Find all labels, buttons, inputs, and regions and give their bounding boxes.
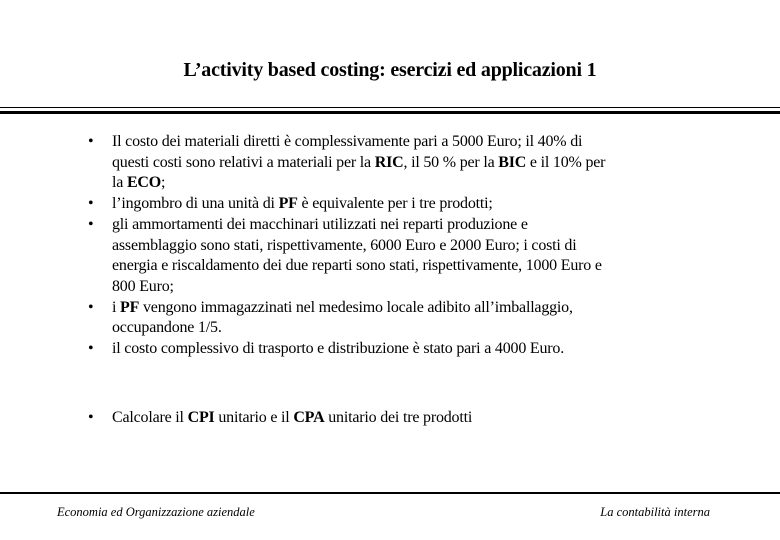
bullet-item <box>88 194 753 215</box>
bullet-text: i PF vengono immagazzinati nel medesimo locale adibito all’imballaggio, occupandone 1/5. <box>112 298 573 337</box>
bullet-icon: • <box>88 408 94 426</box>
title-rule-thick <box>0 111 780 114</box>
bullet-item <box>88 132 753 194</box>
bullet-icon: • <box>88 298 94 316</box>
bullet-list <box>88 132 753 428</box>
title-rule-thin <box>0 107 780 108</box>
bullet-icon: • <box>88 195 94 213</box>
bullet-item <box>88 298 753 339</box>
footer-section-name: La contabilità interna <box>600 505 710 519</box>
page-title: L’activity based costing: esercizi ed applicazioni 1 <box>183 59 597 81</box>
footer-rule <box>0 492 780 494</box>
bullet-item <box>88 215 753 298</box>
bullet-text: gli ammortamenti dei macchinari utilizzati nei reparti produzione e assemblaggio sono stati, rispettivamente, 6000 Euro e 2000 Euro; i costi di energia e riscaldamento dei due reparti sono stati, rispettivamente, 1000 Euro e 800 Euro; <box>112 215 602 295</box>
bullet-item <box>88 339 753 360</box>
bullet-text: il costo complessivo di trasporto e distribuzione è stato pari a 4000 Euro. <box>112 340 565 358</box>
footer-course-name: Economia ed Organizzazione aziendale <box>57 505 255 519</box>
bullet-text: Calcolare il CPI unitario e il CPA unitario dei tre prodotti <box>112 408 473 426</box>
footer <box>0 505 780 520</box>
bullet-text: l’ingombro di una unità di PF è equivalente per i tre prodotti; <box>112 195 493 213</box>
bullet-text: Il costo dei materiali diretti è complessivamente pari a 5000 Euro; il 40% di questi costi sono relativi a materiali per la RIC, il 50 % per la BIC e il 10% per la ECO; <box>112 133 606 192</box>
bullet-item-task <box>88 408 753 429</box>
bullet-icon: • <box>88 215 94 233</box>
bullet-icon: • <box>88 133 94 150</box>
bullet-icon: • <box>88 340 94 358</box>
